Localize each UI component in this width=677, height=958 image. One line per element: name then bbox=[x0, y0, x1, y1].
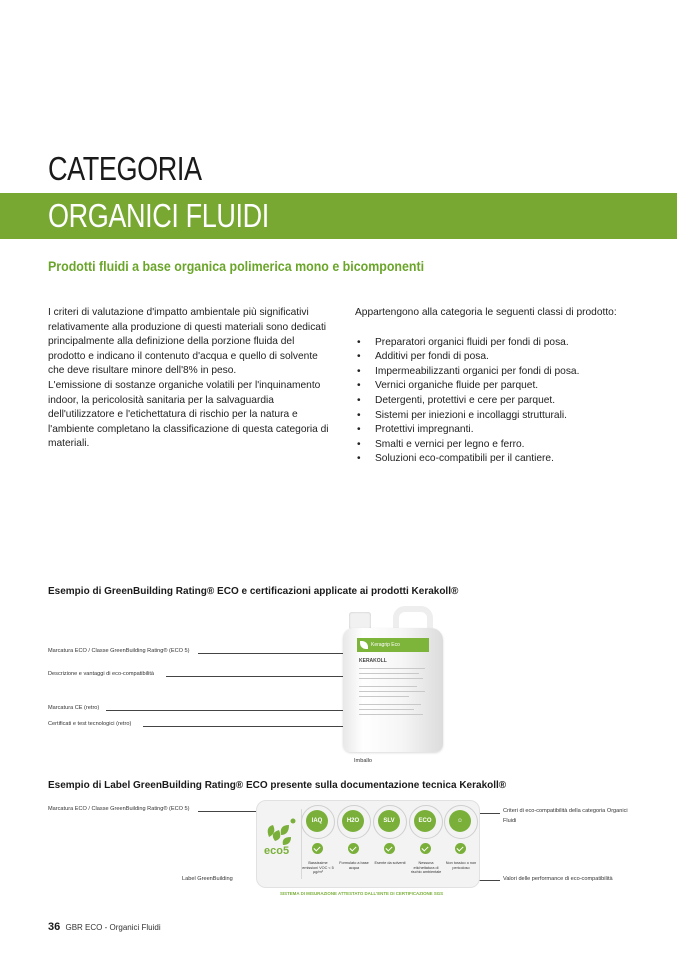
jug-brand: KERAKOLL bbox=[359, 658, 387, 664]
performance-toxicity: Non tossico o non pericoloso bbox=[445, 861, 477, 870]
annotation-certificates: Certificati e test tecnologici (retro) bbox=[48, 721, 132, 727]
performance-solvent: Esente da solventi bbox=[374, 861, 406, 865]
annotation-line bbox=[143, 726, 352, 727]
certification-note: SISTEMA DI MISURAZIONE ATTESTATO DALL'ENTE DI CERTIFICAZIONE SGS bbox=[280, 891, 444, 896]
list-item: • Sistemi per iniezioni e incollaggi strutturali. bbox=[355, 409, 645, 424]
jug-text-line bbox=[359, 709, 414, 710]
annotation-description: Descrizione e vantaggi di eco-compatibilità bbox=[48, 671, 155, 677]
check-icon bbox=[455, 843, 466, 854]
badge-health-care bbox=[444, 805, 478, 839]
annotation-line bbox=[166, 676, 361, 677]
annotation-line bbox=[478, 880, 500, 881]
list-item: • Detergenti, protettivi e cere per parquet. bbox=[355, 394, 645, 409]
list-item: • Preparatori organici fluidi per fondi di posa. bbox=[355, 336, 645, 351]
jug-text-line bbox=[359, 668, 425, 669]
annotation-line bbox=[106, 710, 352, 711]
list-item: • Smalti e vernici per legno e ferro. bbox=[355, 438, 645, 453]
check-icon bbox=[312, 843, 323, 854]
label-greenbuilding-caption: Label GreenBuilding bbox=[182, 876, 233, 882]
left-paragraph-2: L'emissione di sostanze organiche volatili per l'inquinamento indoor, la pericolosità sanitaria per la salvaguardia dell'utilizzatore e l'etichettatura di rischio per la natura e l'ambiente completano la classificazione di questa categoria di materiali. bbox=[48, 379, 329, 450]
category-subtitle: Prodotti fluidi a base organica polimerica mono e bicomponenti bbox=[48, 259, 425, 274]
annotation-line bbox=[478, 813, 500, 814]
list-item: • Protettivi impregnanti. bbox=[355, 423, 645, 438]
performance-risk: Nessuna etichettatura di rischio ambientale bbox=[410, 861, 442, 875]
jug-product-name: Keragrip Eco bbox=[371, 642, 400, 648]
check-icon bbox=[420, 843, 431, 854]
category-title-line2: ORGANICI FLUIDI bbox=[48, 197, 269, 234]
list-item: • Impermeabilizzanti organici per fondi di posa. bbox=[355, 365, 645, 380]
leaf-icon bbox=[360, 641, 368, 649]
footer-text: GBR ECO - Organici Fluidi bbox=[65, 923, 161, 932]
annotation-performance: Valori delle performance di eco-compatibilità bbox=[503, 876, 613, 882]
product-jug-image bbox=[343, 606, 445, 752]
badge-low-emission bbox=[301, 805, 335, 839]
product-class-list bbox=[355, 336, 645, 467]
jug-text-line bbox=[359, 686, 417, 687]
annotation-line bbox=[198, 653, 358, 654]
annotation-criteria: Criteri di eco-compatibilità della categoria Organici Fluidi bbox=[503, 808, 628, 824]
packaging-caption: Imballo bbox=[354, 758, 373, 764]
left-paragraph-1: I criteri di valutazione d'impatto ambientale più significativi relativamente alla produzione di questi materiali sono dedicati principalmente alla definizione della porzione fluida del prodotto e indicano il contenuto d'acqua e quello di solvente che deve risultare minore dell'8% in peso. bbox=[48, 307, 327, 377]
slv-icon: SLV bbox=[378, 810, 400, 832]
badge-water-based bbox=[337, 805, 371, 839]
list-item: • Additivi per fondi di posa. bbox=[355, 350, 645, 365]
jug-text-line bbox=[359, 714, 423, 715]
eco-class-text: eco5 bbox=[264, 845, 290, 857]
jug-text-line bbox=[359, 691, 425, 692]
jug-text-line bbox=[359, 704, 421, 705]
leaf-hand-icon: ECO bbox=[414, 810, 436, 832]
eco-leaf-icon bbox=[261, 813, 301, 873]
jug-text-line bbox=[359, 696, 409, 697]
category-band bbox=[0, 193, 677, 239]
page-number: 36 bbox=[48, 921, 61, 933]
example1-title: Esempio di GreenBuilding Rating® ECO e certificazioni applicate ai prodotti Kerakoll® bbox=[48, 586, 459, 597]
check-icon bbox=[384, 843, 395, 854]
right-column bbox=[355, 306, 645, 467]
left-column bbox=[48, 306, 333, 452]
list-item: • Vernici organiche fluide per parquet. bbox=[355, 379, 645, 394]
water-drop-icon: H2O bbox=[342, 810, 364, 832]
category-title-line1: CATEGORIA bbox=[48, 150, 202, 187]
jug-label-band bbox=[357, 638, 429, 652]
performance-voc: Bassissime emissioni VOC < 5 µg/m³ bbox=[302, 861, 334, 875]
performance-water: Formulato a base acqua bbox=[339, 861, 369, 870]
check-icon bbox=[348, 843, 359, 854]
badge-ecological-risk bbox=[409, 805, 443, 839]
page-footer bbox=[48, 921, 161, 933]
right-intro: Appartengono alla categoria le seguenti classi di prodotto: bbox=[355, 307, 617, 318]
iaq-icon: IAQ bbox=[306, 810, 328, 832]
badge-solvent bbox=[373, 805, 407, 839]
list-item: • Soluzioni eco-compatibili per il cantiere. bbox=[355, 452, 645, 467]
annotation-eco-mark: Marcatura ECO / Classe GreenBuilding Rating® (ECO 5) bbox=[48, 648, 190, 654]
jug-text-line bbox=[359, 678, 423, 679]
smile-icon: ☺ bbox=[449, 810, 471, 832]
example2-title: Esempio di Label GreenBuilding Rating® ECO presente sulla documentazione tecnica Kerakoll® bbox=[48, 780, 507, 791]
annotation-ce-mark: Marcatura CE (retro) bbox=[48, 705, 100, 711]
annotation-eco-mark-2: Marcatura ECO / Classe GreenBuilding Rating® (ECO 5) bbox=[48, 806, 190, 812]
jug-text-line bbox=[359, 673, 419, 674]
greenbuilding-label bbox=[256, 800, 480, 888]
